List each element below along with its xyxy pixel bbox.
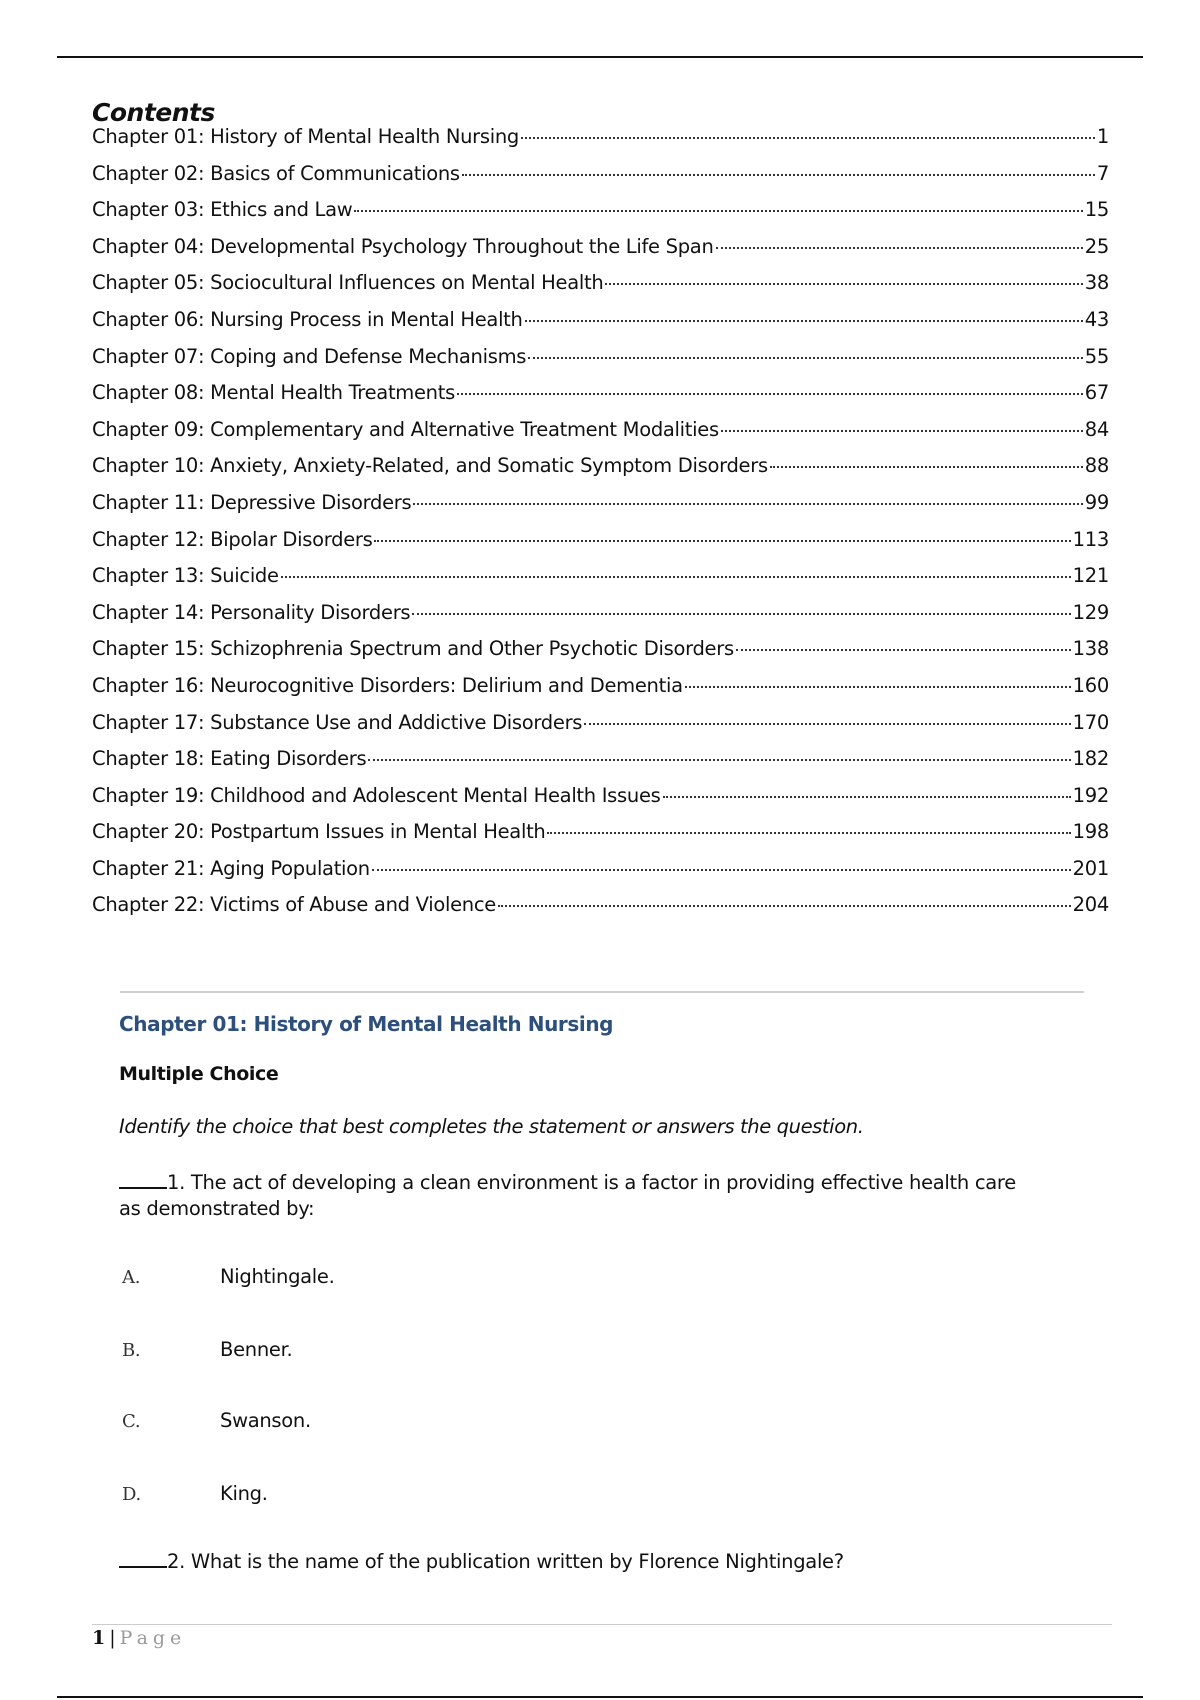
choice-text: Nightingale. bbox=[220, 1265, 335, 1288]
choice-d[interactable] bbox=[122, 1482, 268, 1505]
choice-letter: D. bbox=[122, 1484, 141, 1505]
toc-dot-leader bbox=[685, 686, 1071, 688]
toc-entry[interactable] bbox=[92, 528, 1109, 565]
toc-entry[interactable] bbox=[92, 162, 1109, 199]
toc-entry[interactable] bbox=[92, 857, 1109, 894]
toc-entry-label: Chapter 02: Basics of Communications bbox=[92, 161, 460, 185]
toc-entry-page: 84 bbox=[1084, 417, 1109, 441]
toc-entry-page: 201 bbox=[1072, 856, 1109, 880]
page-footer bbox=[92, 1627, 186, 1649]
section-heading: Multiple Choice bbox=[119, 1063, 279, 1085]
question-1 bbox=[119, 1170, 1019, 1222]
toc-dot-leader bbox=[663, 796, 1071, 798]
bottom-border-rule bbox=[57, 1696, 1143, 1698]
toc-dot-leader bbox=[605, 283, 1082, 285]
toc-entry-page: 198 bbox=[1072, 820, 1109, 844]
toc-entry-label: Chapter 11: Depressive Disorders bbox=[92, 490, 412, 514]
question-instructions: Identify the choice that best completes the statement or answers the question. bbox=[119, 1115, 864, 1138]
table-of-contents bbox=[92, 125, 1109, 930]
toc-entry[interactable] bbox=[92, 381, 1109, 418]
toc-entry[interactable] bbox=[92, 308, 1109, 345]
toc-entry-label: Chapter 15: Schizophrenia Spectrum and Other Psychotic Disorders bbox=[92, 637, 734, 661]
toc-dot-leader bbox=[528, 357, 1083, 359]
toc-dot-leader bbox=[462, 174, 1095, 176]
toc-entry-page: 1 bbox=[1096, 125, 1109, 148]
choice-text: Benner. bbox=[220, 1338, 293, 1361]
toc-entry-page: 160 bbox=[1072, 673, 1109, 697]
choice-text: King. bbox=[220, 1482, 268, 1505]
question-text: 2. What is the name of the publication written by Florence Nightingale? bbox=[167, 1550, 844, 1573]
toc-entry-label: Chapter 14: Personality Disorders bbox=[92, 600, 411, 624]
choice-letter: B. bbox=[122, 1340, 141, 1361]
toc-entry-label: Chapter 03: Ethics and Law bbox=[92, 198, 353, 222]
choice-letter: C. bbox=[122, 1411, 141, 1432]
toc-entry[interactable] bbox=[92, 125, 1109, 162]
toc-entry-label: Chapter 16: Neurocognitive Disorders: Delirium and Dementia bbox=[92, 673, 683, 697]
toc-dot-leader bbox=[413, 503, 1082, 505]
choice-letter: A. bbox=[122, 1267, 141, 1288]
toc-entry[interactable] bbox=[92, 747, 1109, 784]
choice-a[interactable] bbox=[122, 1265, 335, 1288]
toc-entry[interactable] bbox=[92, 711, 1109, 748]
page-label: Page bbox=[119, 1627, 187, 1649]
toc-dot-leader bbox=[281, 576, 1071, 578]
toc-entry-page: 38 bbox=[1084, 271, 1109, 295]
toc-entry-label: Chapter 08: Mental Health Treatments bbox=[92, 381, 455, 405]
footer-separator: | bbox=[109, 1627, 116, 1649]
toc-entry-label: Chapter 07: Coping and Defense Mechanisms bbox=[92, 344, 527, 368]
toc-entry-page: 25 bbox=[1084, 234, 1109, 258]
toc-dot-leader bbox=[736, 649, 1071, 651]
toc-entry[interactable] bbox=[92, 564, 1109, 601]
toc-entry[interactable] bbox=[92, 784, 1109, 821]
toc-entry-label: Chapter 10: Anxiety, Anxiety-Related, and Somatic Symptom Disorders bbox=[92, 454, 768, 478]
toc-entry-page: 182 bbox=[1072, 747, 1109, 771]
toc-entry-label: Chapter 04: Developmental Psychology Throughout the Life Span bbox=[92, 234, 714, 258]
toc-entry[interactable] bbox=[92, 893, 1109, 930]
toc-dot-leader bbox=[525, 320, 1083, 322]
question-2 bbox=[119, 1549, 1019, 1575]
toc-dot-leader bbox=[368, 759, 1070, 761]
toc-entry-page: 138 bbox=[1072, 637, 1109, 661]
toc-title: Contents bbox=[92, 98, 215, 127]
toc-entry-label: Chapter 20: Postpartum Issues in Mental Health bbox=[92, 820, 546, 844]
toc-dot-leader bbox=[372, 869, 1071, 871]
toc-entry-label: Chapter 05: Sociocultural Influences on Mental Health bbox=[92, 271, 604, 295]
toc-dot-leader bbox=[412, 613, 1070, 615]
toc-entry[interactable] bbox=[92, 454, 1109, 491]
toc-entry-page: 67 bbox=[1084, 381, 1109, 405]
section-divider bbox=[120, 991, 1084, 993]
toc-dot-leader bbox=[498, 905, 1071, 907]
toc-entry-page: 55 bbox=[1084, 344, 1109, 368]
toc-dot-leader bbox=[716, 247, 1083, 249]
toc-entry[interactable] bbox=[92, 271, 1109, 308]
toc-entry-page: 99 bbox=[1084, 490, 1109, 514]
toc-entry[interactable] bbox=[92, 345, 1109, 382]
toc-entry-page: 88 bbox=[1084, 454, 1109, 478]
toc-entry-label: Chapter 12: Bipolar Disorders bbox=[92, 527, 373, 551]
toc-dot-leader bbox=[770, 466, 1083, 468]
toc-entry-label: Chapter 09: Complementary and Alternative Treatment Modalities bbox=[92, 417, 719, 441]
toc-entry[interactable] bbox=[92, 820, 1109, 857]
toc-entry-label: Chapter 06: Nursing Process in Mental Health bbox=[92, 307, 523, 331]
toc-entry-page: 43 bbox=[1084, 307, 1109, 331]
toc-entry-page: 170 bbox=[1072, 710, 1109, 734]
toc-entry-label: Chapter 01: History of Mental Health Nursing bbox=[92, 125, 520, 148]
toc-dot-leader bbox=[521, 137, 1095, 139]
toc-entry[interactable] bbox=[92, 235, 1109, 272]
answer-blank[interactable] bbox=[119, 1171, 167, 1189]
toc-entry-page: 121 bbox=[1072, 564, 1109, 588]
question-text: 1. The act of developing a clean environment is a factor in providing effective health care as demonstrated by: bbox=[119, 1171, 1016, 1220]
toc-dot-leader bbox=[721, 430, 1083, 432]
toc-entry-label: Chapter 17: Substance Use and Addictive Disorders bbox=[92, 710, 583, 734]
choice-b[interactable] bbox=[122, 1338, 292, 1361]
toc-entry-label: Chapter 22: Victims of Abuse and Violence bbox=[92, 893, 496, 917]
choice-c[interactable] bbox=[122, 1409, 311, 1432]
footer-rule bbox=[92, 1624, 1112, 1625]
toc-entry-label: Chapter 21: Aging Population bbox=[92, 856, 370, 880]
toc-dot-leader bbox=[547, 832, 1070, 834]
toc-entry[interactable] bbox=[92, 637, 1109, 674]
toc-entry-page: 113 bbox=[1072, 527, 1109, 551]
toc-entry[interactable] bbox=[92, 491, 1109, 528]
toc-entry-label: Chapter 13: Suicide bbox=[92, 564, 279, 588]
toc-entry-page: 204 bbox=[1072, 893, 1109, 917]
page-number: 1 bbox=[92, 1627, 106, 1649]
toc-entry[interactable] bbox=[92, 418, 1109, 455]
toc-dot-leader bbox=[457, 393, 1083, 395]
toc-entry[interactable] bbox=[92, 198, 1109, 235]
top-border-rule bbox=[57, 56, 1143, 58]
toc-entry-page: 15 bbox=[1084, 198, 1109, 222]
chapter-heading: Chapter 01: History of Mental Health Nursing bbox=[119, 1012, 614, 1036]
toc-dot-leader bbox=[584, 723, 1071, 725]
toc-entry-label: Chapter 18: Eating Disorders bbox=[92, 747, 367, 771]
toc-entry-page: 129 bbox=[1072, 600, 1109, 624]
toc-entry[interactable] bbox=[92, 674, 1109, 711]
answer-blank[interactable] bbox=[119, 1550, 167, 1568]
toc-entry-page: 192 bbox=[1072, 783, 1109, 807]
toc-entry-label: Chapter 19: Childhood and Adolescent Mental Health Issues bbox=[92, 783, 661, 807]
choice-text: Swanson. bbox=[220, 1409, 311, 1432]
toc-dot-leader bbox=[374, 540, 1070, 542]
toc-entry-page: 7 bbox=[1096, 161, 1109, 185]
toc-dot-leader bbox=[354, 210, 1082, 212]
toc-entry[interactable] bbox=[92, 601, 1109, 638]
